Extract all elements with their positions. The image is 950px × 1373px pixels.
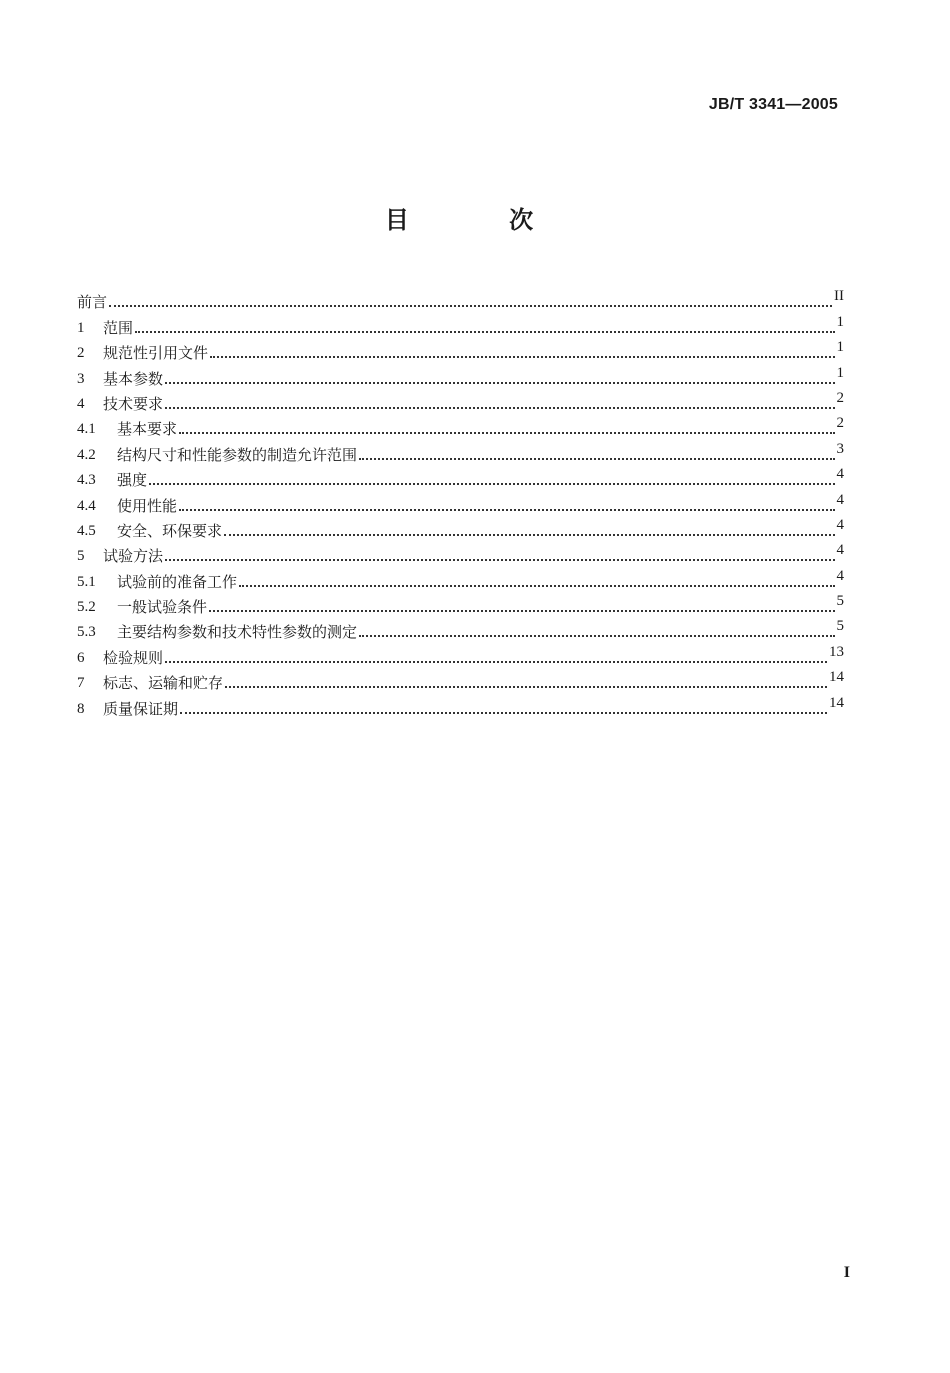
- toc-entry[interactable]: [77, 489, 844, 514]
- toc-entry[interactable]: [77, 692, 844, 717]
- toc-entry-page: 1: [836, 339, 844, 356]
- toc-entry-page: 4: [836, 516, 844, 533]
- toc-entry-page: II: [834, 288, 844, 305]
- toc-entry-page: 2: [836, 389, 844, 406]
- toc-entry-page: 1: [836, 364, 844, 381]
- page-number: I: [843, 1264, 850, 1281]
- toc-entry-number: 4.3: [77, 472, 96, 489]
- toc-entry-title: 基本参数: [103, 369, 164, 388]
- toc-entry-title: 基本要求: [117, 420, 178, 439]
- toc-entry[interactable]: [77, 591, 844, 616]
- toc-entry-number: 4.2: [77, 446, 96, 463]
- toc-entry-page: 5: [836, 593, 844, 610]
- toc-entry-title: 范围: [103, 318, 134, 337]
- dot-leader: [225, 686, 827, 688]
- toc-entry[interactable]: [77, 362, 844, 387]
- toc-entry-title: 规范性引用文件: [103, 344, 209, 363]
- toc-entry-number: 2: [77, 345, 85, 362]
- toc-entry-title: 试验方法: [103, 547, 164, 566]
- toc-entry-page: 4: [836, 491, 844, 508]
- dot-leader: [179, 509, 834, 511]
- toc-entry-page: 14: [829, 694, 844, 711]
- dot-leader: [359, 635, 834, 637]
- toc-entry-number: 5.3: [77, 624, 96, 641]
- toc-entry-title: 结构尺寸和性能参数的制造允许范围: [117, 445, 358, 464]
- toc-entry-number: 5.1: [77, 573, 96, 590]
- toc-entry-number: 3: [77, 370, 85, 387]
- toc-entry[interactable]: [77, 464, 844, 489]
- toc-entry-page: 5: [836, 618, 844, 635]
- toc-entry-page: 4: [836, 466, 844, 483]
- toc-entry[interactable]: [77, 286, 844, 311]
- toc-entry[interactable]: [77, 667, 844, 692]
- toc-entry-title: 前言: [77, 293, 108, 312]
- toc-entry-title: 标志、运输和贮存: [103, 674, 224, 693]
- toc-entry-number: 4.5: [77, 522, 96, 539]
- toc-entry-number: 5.2: [77, 599, 96, 616]
- dot-leader: [165, 407, 834, 409]
- dot-leader: [135, 331, 834, 333]
- dot-leader: [224, 534, 834, 536]
- dot-leader: [210, 356, 834, 358]
- toc-entry-title: 强度: [117, 471, 148, 490]
- dot-leader: [180, 712, 827, 714]
- toc-entry-page: 4: [836, 567, 844, 584]
- toc-entry-number: 1: [77, 319, 85, 336]
- dot-leader: [239, 585, 834, 587]
- toc-entry-title: 安全、环保要求: [117, 521, 223, 540]
- page-title: 目 次: [384, 206, 580, 234]
- table-of-contents: [77, 286, 844, 718]
- dot-leader: [165, 382, 834, 384]
- toc-entry[interactable]: [77, 337, 844, 362]
- toc-entry[interactable]: [77, 565, 844, 590]
- toc-entry-number: 4.1: [77, 421, 96, 438]
- toc-entry-title: 试验前的准备工作: [117, 572, 238, 591]
- toc-entry-page: 3: [836, 440, 844, 457]
- toc-entry-page: 13: [829, 643, 844, 660]
- toc-entry-number: 5: [77, 548, 85, 565]
- toc-entry[interactable]: [77, 515, 844, 540]
- toc-entry-title: 检验规则: [103, 648, 164, 667]
- toc-entry[interactable]: [77, 311, 844, 336]
- toc-entry-title: 使用性能: [117, 496, 178, 515]
- document-code: JB/T 3341—2005: [708, 96, 838, 113]
- toc-entry-number: 7: [77, 675, 85, 692]
- dot-leader: [165, 559, 834, 561]
- toc-entry-title: 技术要求: [103, 394, 164, 413]
- dot-leader: [359, 458, 834, 460]
- toc-entry-title: 主要结构参数和技术特性参数的测定: [117, 623, 358, 642]
- toc-entry[interactable]: [77, 540, 844, 565]
- dot-leader: [149, 483, 834, 485]
- toc-entry-page: 4: [836, 542, 844, 559]
- toc-entry-number: 8: [77, 700, 85, 717]
- dot-leader: [179, 432, 834, 434]
- toc-entry[interactable]: [77, 388, 844, 413]
- toc-entry-page: 14: [829, 669, 844, 686]
- toc-entry[interactable]: [77, 616, 844, 641]
- toc-entry-number: 4: [77, 395, 85, 412]
- toc-entry-title: 质量保证期: [103, 699, 179, 718]
- dot-leader: [165, 661, 827, 663]
- toc-entry-number: 4.4: [77, 497, 96, 514]
- toc-entry[interactable]: [77, 413, 844, 438]
- toc-entry-page: 2: [836, 415, 844, 432]
- dot-leader: [209, 610, 834, 612]
- toc-entry-title: 一般试验条件: [117, 598, 208, 617]
- toc-entry[interactable]: [77, 641, 844, 666]
- toc-entry-page: 1: [836, 313, 844, 330]
- toc-entry-number: 6: [77, 649, 85, 666]
- dot-leader: [109, 305, 832, 307]
- toc-entry[interactable]: [77, 438, 844, 463]
